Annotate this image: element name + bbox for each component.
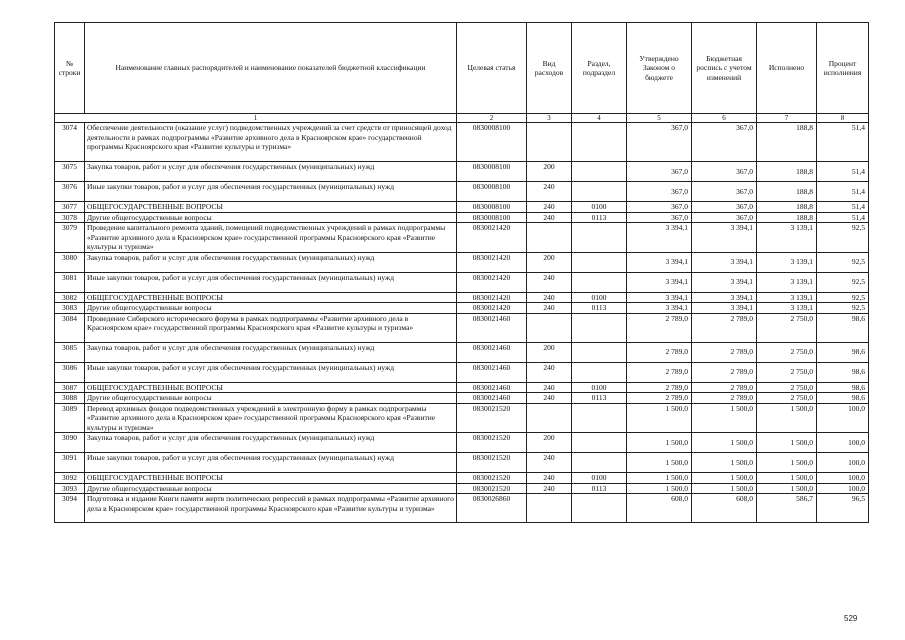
row-approved: 2 789,0 xyxy=(627,313,692,342)
row-name: Перевод архивных фондов подведомственных учреждений в электронную форму в рамках подпрограммы «Развитие архивного дела в Красноярском крае» государственной программы Красноярского края «Развитие культуры и туризма» xyxy=(85,403,457,433)
row-percent: 98,6 xyxy=(817,393,869,404)
row-section xyxy=(572,494,627,523)
row-schedule: 367,0 xyxy=(692,162,757,182)
row-schedule: 367,0 xyxy=(692,123,757,162)
header-schedule: Бюджетная роспись с учетом изменений xyxy=(692,23,757,114)
row-percent: 98,6 xyxy=(817,362,869,382)
row-target-article: 0830021460 xyxy=(457,342,527,362)
row-executed: 1 500,0 xyxy=(757,433,817,453)
row-approved: 367,0 xyxy=(627,182,692,202)
row-executed: 3 139,1 xyxy=(757,292,817,303)
row-percent: 51,4 xyxy=(817,162,869,182)
column-number: 8 xyxy=(817,114,869,123)
row-number: 3086 xyxy=(55,362,85,382)
row-number: 3094 xyxy=(55,494,85,523)
row-approved: 367,0 xyxy=(627,123,692,162)
row-executed: 188,8 xyxy=(757,123,817,162)
row-percent: 51,4 xyxy=(817,182,869,202)
row-number: 3080 xyxy=(55,252,85,272)
row-section xyxy=(572,453,627,473)
row-expense-type: 240 xyxy=(527,272,572,292)
row-target-article: 0830008100 xyxy=(457,162,527,182)
table-row xyxy=(55,303,869,314)
row-schedule: 2 789,0 xyxy=(692,362,757,382)
row-schedule: 2 789,0 xyxy=(692,382,757,393)
row-percent: 100,0 xyxy=(817,473,869,484)
header-approved: Утверждено Законом о бюджете xyxy=(627,23,692,114)
row-number: 3079 xyxy=(55,223,85,253)
table-row xyxy=(55,494,869,523)
table-row xyxy=(55,403,869,433)
header-executed: Исполнено xyxy=(757,23,817,114)
row-number: 3091 xyxy=(55,453,85,473)
row-target-article: 0830021420 xyxy=(457,223,527,253)
row-section: 0100 xyxy=(572,382,627,393)
row-schedule: 2 789,0 xyxy=(692,393,757,404)
row-target-article: 0830021420 xyxy=(457,292,527,303)
row-name: ОБЩЕГОСУДАРСТВЕННЫЕ ВОПРОСЫ xyxy=(85,292,457,303)
row-percent: 98,6 xyxy=(817,382,869,393)
row-expense-type: 240 xyxy=(527,303,572,314)
row-approved: 3 394,1 xyxy=(627,272,692,292)
row-approved: 1 500,0 xyxy=(627,453,692,473)
header-name: Наименование главных распорядителей и наименование показателей бюджетной классификации xyxy=(85,23,457,114)
row-approved: 2 789,0 xyxy=(627,342,692,362)
row-name: Другие общегосударственные вопросы xyxy=(85,212,457,223)
row-name: Другие общегосударственные вопросы xyxy=(85,393,457,404)
row-approved: 3 394,1 xyxy=(627,303,692,314)
row-approved: 2 789,0 xyxy=(627,382,692,393)
row-number: 3077 xyxy=(55,202,85,213)
row-expense-type xyxy=(527,123,572,162)
row-approved: 2 789,0 xyxy=(627,362,692,382)
row-approved: 1 500,0 xyxy=(627,433,692,453)
page-number: 529 xyxy=(844,614,858,623)
row-target-article: 0830021460 xyxy=(457,362,527,382)
table-row xyxy=(55,393,869,404)
header-target-article: Целевая статья xyxy=(457,23,527,114)
row-section xyxy=(572,182,627,202)
row-target-article: 0830026860 xyxy=(457,494,527,523)
row-executed: 1 500,0 xyxy=(757,473,817,484)
table-row xyxy=(55,123,869,162)
row-target-article: 0830008100 xyxy=(457,182,527,202)
row-approved: 608,0 xyxy=(627,494,692,523)
row-target-article: 0830021460 xyxy=(457,313,527,342)
row-executed: 3 139,1 xyxy=(757,272,817,292)
row-executed: 3 139,1 xyxy=(757,223,817,253)
column-number: 3 xyxy=(527,114,572,123)
row-name: ОБЩЕГОСУДАРСТВЕННЫЕ ВОПРОСЫ xyxy=(85,382,457,393)
row-percent: 92,5 xyxy=(817,272,869,292)
row-section xyxy=(572,123,627,162)
row-executed: 1 500,0 xyxy=(757,403,817,433)
row-expense-type: 240 xyxy=(527,362,572,382)
row-target-article: 0830021420 xyxy=(457,303,527,314)
row-name: Иные закупки товаров, работ и услуг для обеспечения государственных (муниципальных) нужд xyxy=(85,182,457,202)
row-name: Подготовка и издание Книги памяти жертв политических репрессий в рамках подпрограммы «Развитие архивного дела в Красноярском крае» государственной программы Красноярского края «Развитие культуры и туризма» xyxy=(85,494,457,523)
row-section: 0100 xyxy=(572,473,627,484)
row-percent: 51,4 xyxy=(817,202,869,213)
table-row xyxy=(55,272,869,292)
column-number: 2 xyxy=(457,114,527,123)
row-approved: 1 500,0 xyxy=(627,403,692,433)
row-target-article: 0830021520 xyxy=(457,483,527,494)
row-name: ОБЩЕГОСУДАРСТВЕННЫЕ ВОПРОСЫ xyxy=(85,473,457,484)
row-expense-type: 240 xyxy=(527,212,572,223)
row-section xyxy=(572,433,627,453)
row-target-article: 0830021520 xyxy=(457,453,527,473)
header-section: Раздел, подраздел xyxy=(572,23,627,114)
row-approved: 1 500,0 xyxy=(627,483,692,494)
column-number: 7 xyxy=(757,114,817,123)
column-number: 1 xyxy=(55,114,457,123)
row-target-article: 0830008100 xyxy=(457,212,527,223)
row-target-article: 0830021520 xyxy=(457,433,527,453)
row-approved: 2 789,0 xyxy=(627,393,692,404)
row-number: 3090 xyxy=(55,433,85,453)
row-section: 0113 xyxy=(572,483,627,494)
row-section xyxy=(572,313,627,342)
row-section: 0100 xyxy=(572,292,627,303)
table-row xyxy=(55,473,869,484)
row-percent: 92,5 xyxy=(817,303,869,314)
table-row xyxy=(55,342,869,362)
row-number: 3082 xyxy=(55,292,85,303)
table-header-row xyxy=(55,23,869,114)
row-percent: 100,0 xyxy=(817,453,869,473)
row-section: 0100 xyxy=(572,202,627,213)
table-row xyxy=(55,483,869,494)
row-name: Обеспечение деятельности (оказание услуг) подведомственных учреждений за счет средств от приносящей доход деятельности в рамках подпрограммы «Развитие архивного дела в Красноярском крае» государственной программы Красноярского края «Развитие культуры и туризма» xyxy=(85,123,457,162)
row-executed: 1 500,0 xyxy=(757,453,817,473)
row-section: 0113 xyxy=(572,303,627,314)
row-approved: 3 394,1 xyxy=(627,252,692,272)
row-name: Иные закупки товаров, работ и услуг для обеспечения государственных (муниципальных) нужд xyxy=(85,272,457,292)
row-expense-type: 240 xyxy=(527,393,572,404)
row-target-article: 0830021520 xyxy=(457,473,527,484)
row-executed: 3 139,1 xyxy=(757,252,817,272)
row-schedule: 1 500,0 xyxy=(692,403,757,433)
row-section xyxy=(572,162,627,182)
row-executed: 586,7 xyxy=(757,494,817,523)
row-target-article: 0830021460 xyxy=(457,393,527,404)
column-number: 5 xyxy=(627,114,692,123)
row-schedule: 3 394,1 xyxy=(692,272,757,292)
row-percent: 51,4 xyxy=(817,123,869,162)
row-section xyxy=(572,223,627,253)
header-expense-type: Вид расходов xyxy=(527,23,572,114)
row-section: 0113 xyxy=(572,212,627,223)
row-expense-type: 240 xyxy=(527,202,572,213)
row-section xyxy=(572,403,627,433)
row-schedule: 367,0 xyxy=(692,212,757,223)
row-approved: 3 394,1 xyxy=(627,292,692,303)
header-percent: Процент исполнения xyxy=(817,23,869,114)
row-expense-type: 200 xyxy=(527,342,572,362)
row-expense-type: 200 xyxy=(527,433,572,453)
row-section: 0113 xyxy=(572,393,627,404)
row-schedule: 2 789,0 xyxy=(692,313,757,342)
row-schedule: 1 500,0 xyxy=(692,433,757,453)
row-expense-type: 200 xyxy=(527,252,572,272)
row-expense-type: 240 xyxy=(527,182,572,202)
row-expense-type xyxy=(527,313,572,342)
row-executed: 2 750,0 xyxy=(757,393,817,404)
row-name: Закупка товаров, работ и услуг для обеспечения государственных (муниципальных) нужд xyxy=(85,162,457,182)
row-name: Другие общегосударственные вопросы xyxy=(85,483,457,494)
row-expense-type xyxy=(527,494,572,523)
table-body xyxy=(55,123,869,523)
row-approved: 367,0 xyxy=(627,202,692,213)
row-expense-type: 240 xyxy=(527,473,572,484)
table-row xyxy=(55,313,869,342)
row-target-article: 0830021460 xyxy=(457,382,527,393)
row-name: Иные закупки товаров, работ и услуг для обеспечения государственных (муниципальных) нужд xyxy=(85,453,457,473)
row-schedule: 3 394,1 xyxy=(692,223,757,253)
row-percent: 51,4 xyxy=(817,212,869,223)
row-executed: 2 750,0 xyxy=(757,313,817,342)
table-row xyxy=(55,433,869,453)
row-executed: 2 750,0 xyxy=(757,382,817,393)
row-target-article: 0830008100 xyxy=(457,123,527,162)
row-executed: 1 500,0 xyxy=(757,483,817,494)
table-row xyxy=(55,362,869,382)
row-name: Закупка товаров, работ и услуг для обеспечения государственных (муниципальных) нужд xyxy=(85,252,457,272)
table-row xyxy=(55,382,869,393)
row-expense-type xyxy=(527,403,572,433)
row-percent: 92,5 xyxy=(817,292,869,303)
row-section xyxy=(572,272,627,292)
row-schedule: 3 394,1 xyxy=(692,303,757,314)
row-expense-type: 240 xyxy=(527,453,572,473)
row-number: 3078 xyxy=(55,212,85,223)
row-schedule: 367,0 xyxy=(692,202,757,213)
row-number: 3081 xyxy=(55,272,85,292)
row-expense-type: 240 xyxy=(527,483,572,494)
row-schedule: 2 789,0 xyxy=(692,342,757,362)
row-executed: 188,8 xyxy=(757,212,817,223)
row-name: Другие общегосударственные вопросы xyxy=(85,303,457,314)
row-schedule: 3 394,1 xyxy=(692,252,757,272)
row-approved: 3 394,1 xyxy=(627,223,692,253)
row-schedule: 608,0 xyxy=(692,494,757,523)
table-row xyxy=(55,252,869,272)
row-percent: 98,6 xyxy=(817,313,869,342)
row-executed: 188,8 xyxy=(757,202,817,213)
budget-table xyxy=(54,22,869,523)
row-percent: 100,0 xyxy=(817,483,869,494)
row-number: 3093 xyxy=(55,483,85,494)
row-target-article: 0830008100 xyxy=(457,202,527,213)
table-row xyxy=(55,292,869,303)
table-row xyxy=(55,182,869,202)
header-row-number: № строки xyxy=(55,23,85,114)
row-executed: 188,8 xyxy=(757,182,817,202)
row-name: Закупка товаров, работ и услуг для обеспечения государственных (муниципальных) нужд xyxy=(85,433,457,453)
row-schedule: 1 500,0 xyxy=(692,473,757,484)
row-number: 3076 xyxy=(55,182,85,202)
row-schedule: 367,0 xyxy=(692,182,757,202)
row-percent: 100,0 xyxy=(817,433,869,453)
row-name: ОБЩЕГОСУДАРСТВЕННЫЕ ВОПРОСЫ xyxy=(85,202,457,213)
row-number: 3083 xyxy=(55,303,85,314)
row-number: 3074 xyxy=(55,123,85,162)
row-approved: 367,0 xyxy=(627,212,692,223)
row-percent: 100,0 xyxy=(817,403,869,433)
row-number: 3084 xyxy=(55,313,85,342)
table-row xyxy=(55,223,869,253)
column-number: 6 xyxy=(692,114,757,123)
row-number: 3085 xyxy=(55,342,85,362)
table-row xyxy=(55,162,869,182)
row-percent: 96,5 xyxy=(817,494,869,523)
column-number: 4 xyxy=(572,114,627,123)
row-schedule: 1 500,0 xyxy=(692,453,757,473)
row-target-article: 0830021420 xyxy=(457,252,527,272)
row-section xyxy=(572,252,627,272)
budget-table-page xyxy=(54,22,868,523)
row-expense-type: 240 xyxy=(527,292,572,303)
table-row xyxy=(55,202,869,213)
row-schedule: 1 500,0 xyxy=(692,483,757,494)
column-number-row xyxy=(55,114,869,123)
row-percent: 92,5 xyxy=(817,252,869,272)
row-schedule: 3 394,1 xyxy=(692,292,757,303)
row-number: 3088 xyxy=(55,393,85,404)
row-expense-type: 240 xyxy=(527,382,572,393)
row-name: Иные закупки товаров, работ и услуг для обеспечения государственных (муниципальных) нужд xyxy=(85,362,457,382)
row-approved: 1 500,0 xyxy=(627,473,692,484)
row-number: 3075 xyxy=(55,162,85,182)
table-row xyxy=(55,212,869,223)
row-number: 3087 xyxy=(55,382,85,393)
row-target-article: 0830021520 xyxy=(457,403,527,433)
row-executed: 188,8 xyxy=(757,162,817,182)
row-percent: 92,5 xyxy=(817,223,869,253)
row-section xyxy=(572,362,627,382)
row-target-article: 0830021420 xyxy=(457,272,527,292)
row-section xyxy=(572,342,627,362)
row-name: Проведение Сибирского исторического форума в рамках подпрограммы «Развитие архивного дела в Красноярском крае» государственной программы Красноярского края «Развитие культуры и туризма» xyxy=(85,313,457,342)
row-expense-type xyxy=(527,223,572,253)
row-expense-type: 200 xyxy=(527,162,572,182)
row-name: Закупка товаров, работ и услуг для обеспечения государственных (муниципальных) нужд xyxy=(85,342,457,362)
row-executed: 3 139,1 xyxy=(757,303,817,314)
row-executed: 2 750,0 xyxy=(757,362,817,382)
row-number: 3089 xyxy=(55,403,85,433)
row-name: Проведение капитального ремонта зданий, помещений подведомственных учреждений в рамках подпрограммы «Развитие архивного дела в Красноярском крае» государственной программы Красноярского края «Развитие культуры и туризма» xyxy=(85,223,457,253)
row-number: 3092 xyxy=(55,473,85,484)
row-percent: 98,6 xyxy=(817,342,869,362)
row-executed: 2 750,0 xyxy=(757,342,817,362)
table-row xyxy=(55,453,869,473)
row-approved: 367,0 xyxy=(627,162,692,182)
